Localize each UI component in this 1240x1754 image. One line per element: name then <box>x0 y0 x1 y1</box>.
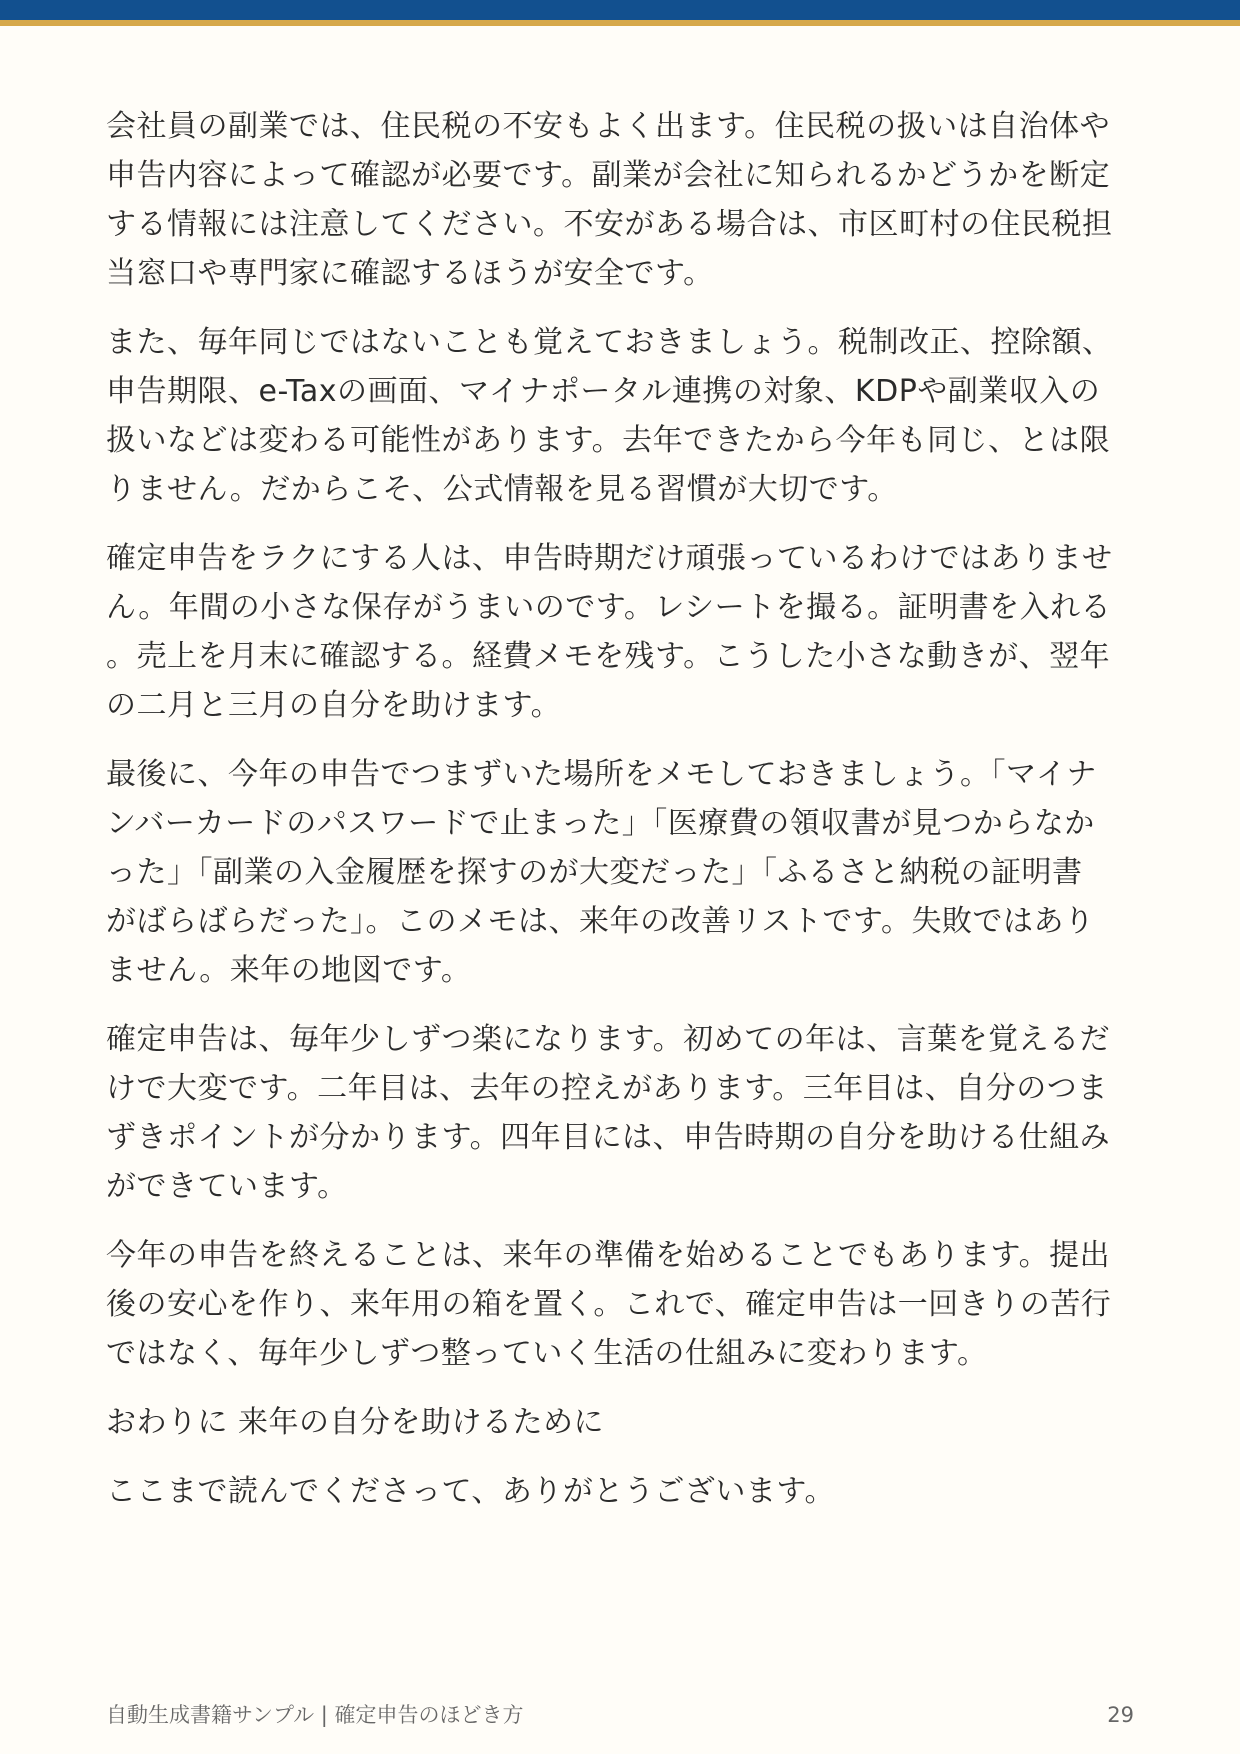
footer-page-number: 29 <box>1107 1703 1134 1727</box>
page-body <box>106 102 1130 1536</box>
paragraph-thanks: ここまで読んでくださって、ありがとうございます。 <box>106 1474 835 1509</box>
paragraph-yearly-changes: また、毎年同じではないことも覚えておきましょう。税制改正、控除額、 申告期限、e-Taxの画面、マイナポータル連携の対象、KDPや副業収入の 扱いなどは変わる可能性があります。去年できたから今年も同じ、とは限 りません。だからこそ、公式情報を見る習慣が大切です。 <box>106 325 1113 507</box>
footer-book-title: 自動生成書籍サンプル | 確定申告のほどき方 <box>106 1703 524 1727</box>
header-stripe <box>0 20 1240 26</box>
paragraph-getting-easier: 確定申告は、毎年少しずつ楽になります。初めての年は、言葉を覚えるだ けで大変です。二年目は、去年の控えがあります。三年目は、自分のつま ずきポイントが分かります。四年目には、申告時期の自分を助ける仕組み ができています。 <box>106 1022 1111 1204</box>
paragraph-next-year-prep: 今年の申告を終えることは、来年の準備を始めることでもあります。提出 後の安心を作り、来年用の箱を置く。これで、確定申告は一回きりの苦行 ではなく、毎年少しずつ整っていく生活の仕組みに変わります。 <box>106 1238 1112 1371</box>
section-heading-afterword: おわりに 来年の自分を助けるために <box>106 1405 605 1440</box>
header-band <box>0 0 1240 20</box>
paragraph-yearly-habits: 確定申告をラクにする人は、申告時期だけ頑張っているわけではありませ ん。年間の小さな保存がうまいのです。レシートを撮る。証明書を入れる 。売上を月末に確認する。経費メモを残す。こうした小さな動きが、翌年 の二月と三月の自分を助けます。 <box>106 541 1113 723</box>
paragraph-stumbling-notes: 最後に、今年の申告でつまずいた場所をメモしておきましょう。「マイナ ンバーカードのパスワードで止まった」「医療費の領収書が見つからなか った」「副業の入金履歴を探すのが大変だった」「ふるさと納税の証明書 がばらばらだった」。このメモは、来年の改善リストです。失敗ではあり ません。来年の地図です。 <box>106 757 1097 988</box>
paragraph-resident-tax: 会社員の副業では、住民税の不安もよく出ます。住民税の扱いは自治体や 申告内容によって確認が必要です。副業が会社に知られるかどうかを断定 する情報には注意してください。不安がある場合は、市区町村の住民税担 当窓口や専門家に確認するほうが安全です。 <box>106 109 1113 291</box>
